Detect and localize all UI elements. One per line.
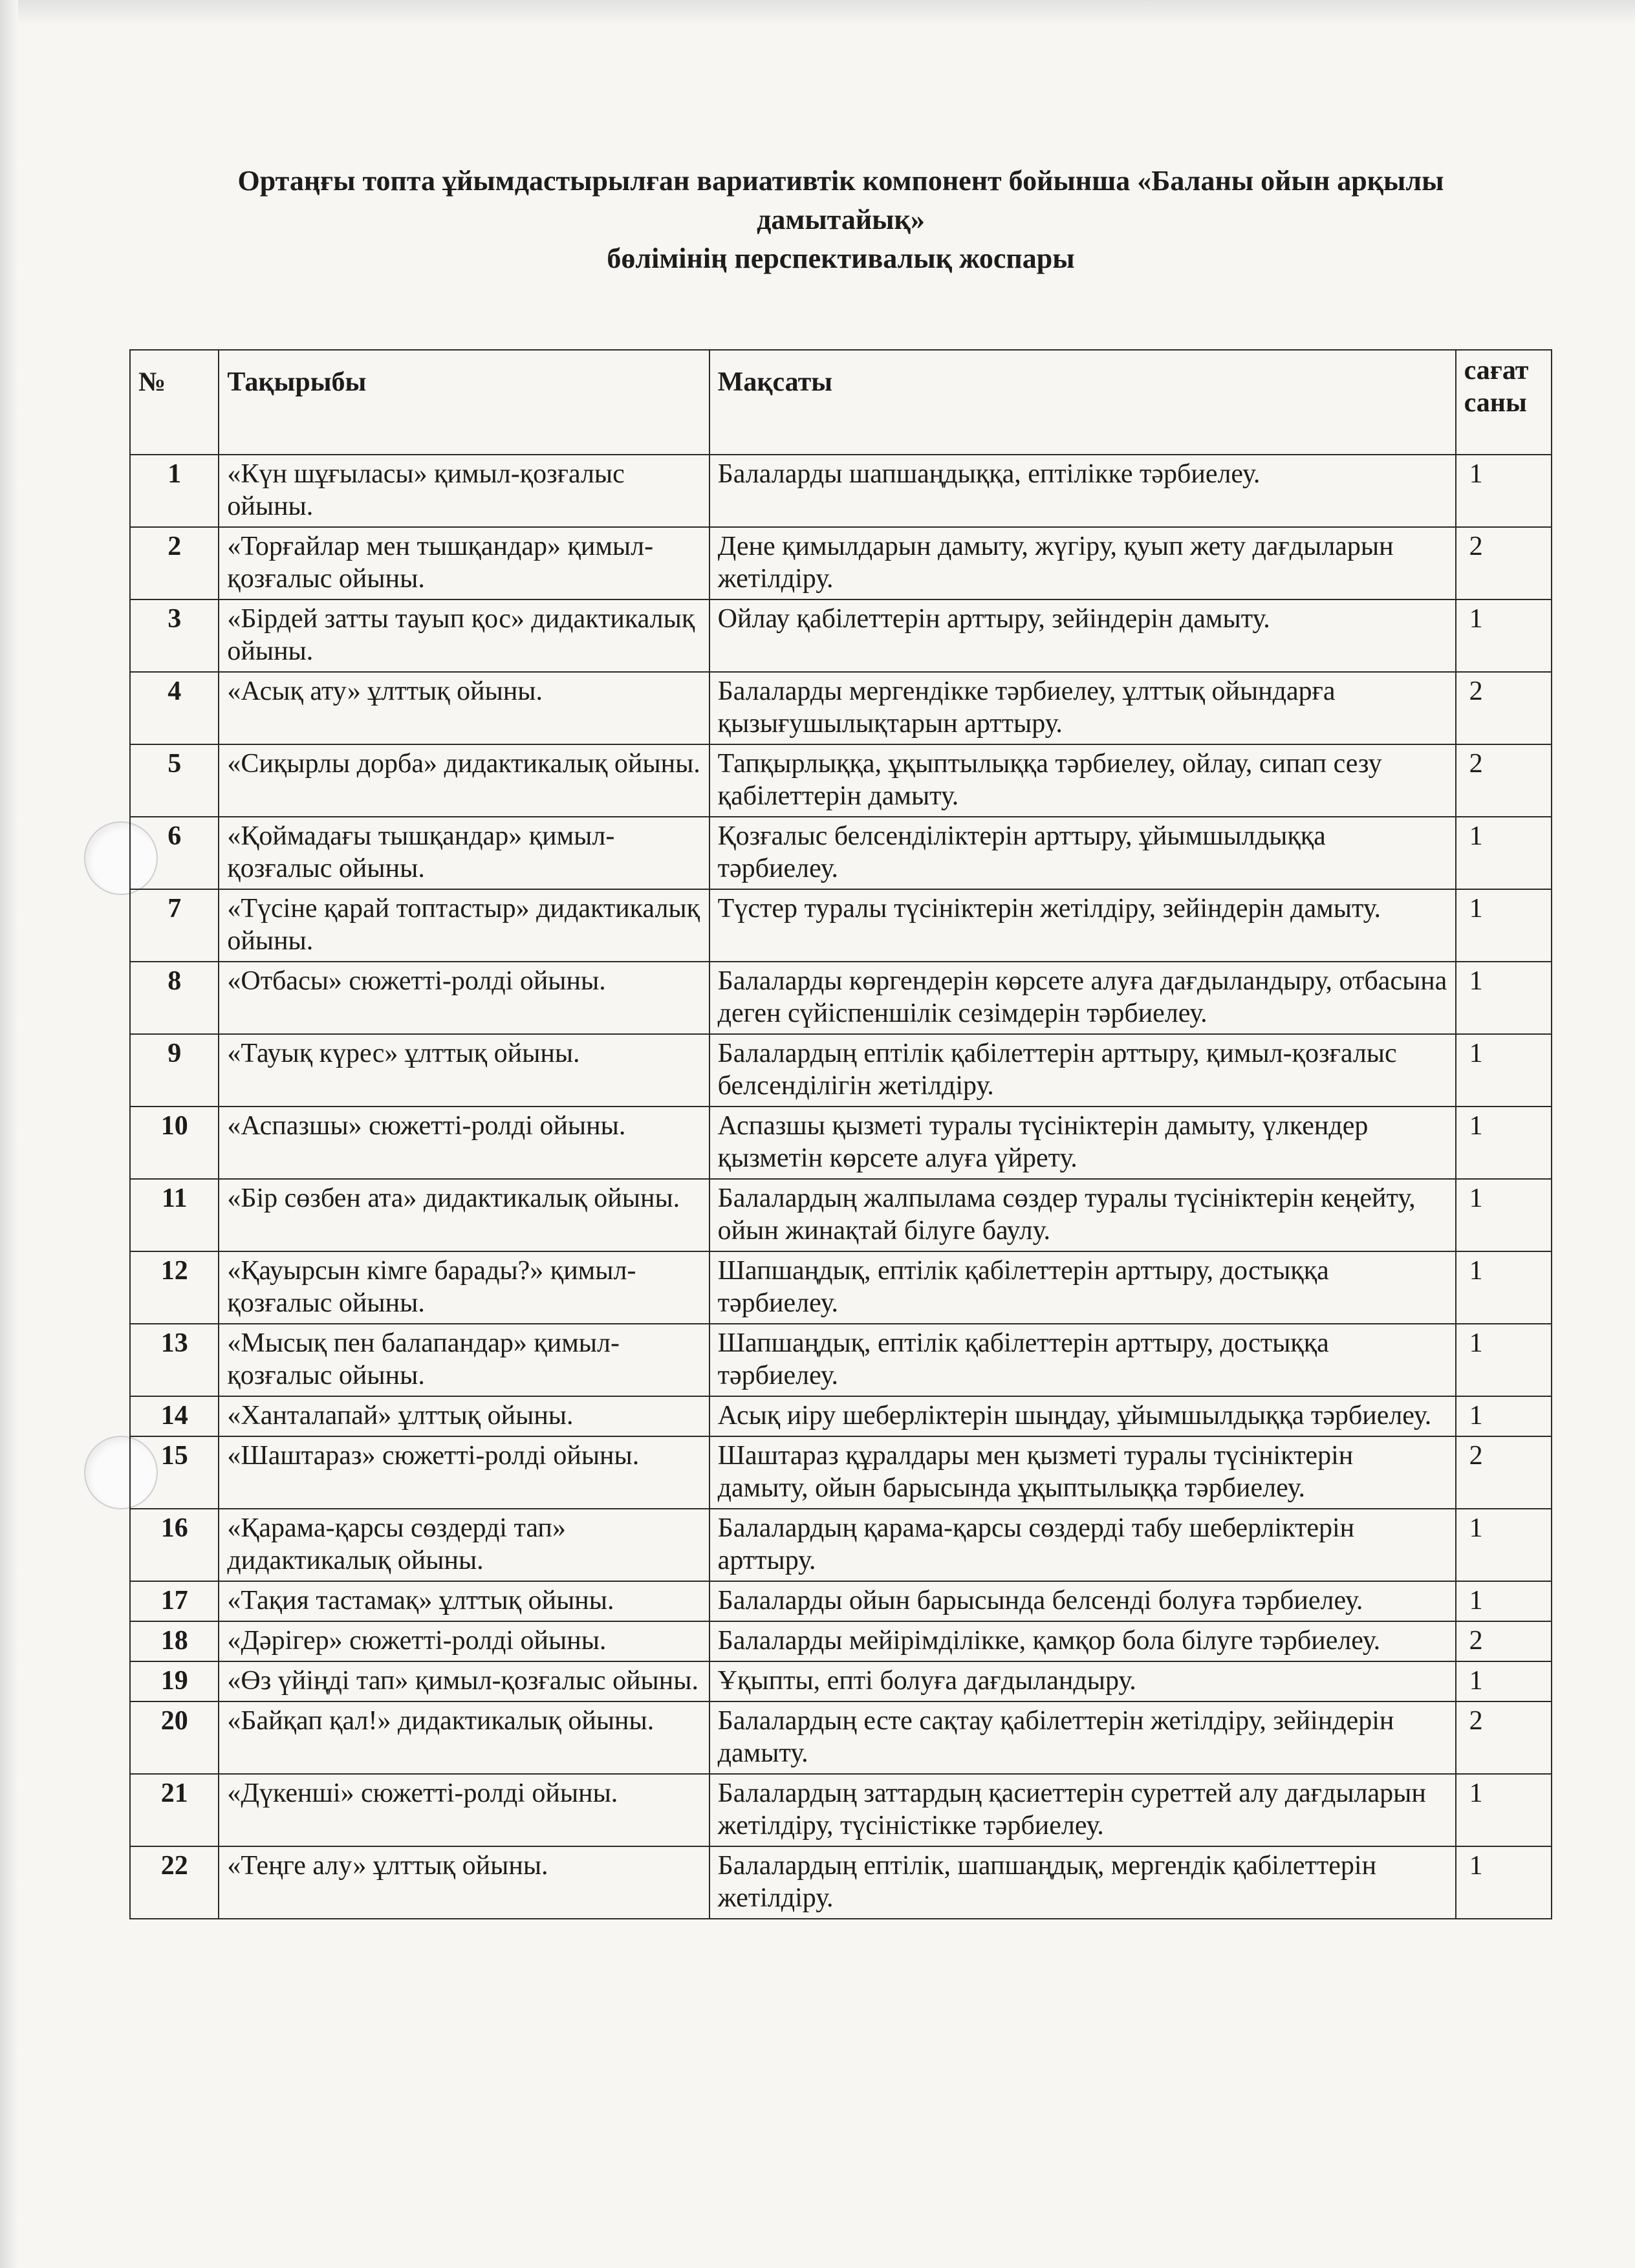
table-row <box>130 1846 1552 1919</box>
row-hours: 1 <box>1456 1509 1552 1581</box>
row-goal: Шапшаңдық, ептілік қабілеттерін арттыру, достыққа тәрбиелеу. <box>709 1324 1456 1396</box>
row-hours: 1 <box>1456 889 1552 962</box>
row-number: 7 <box>130 889 219 962</box>
row-hours: 1 <box>1456 455 1552 527</box>
row-number: 5 <box>130 744 219 817</box>
table-row <box>130 599 1552 672</box>
row-hours: 1 <box>1456 1107 1552 1179</box>
row-number: 8 <box>130 962 219 1034</box>
row-goal: Балалардың есте сақтау қабілеттерін жетілдіру, зейіндерін дамыту. <box>709 1701 1456 1774</box>
row-goal: Балаларды ойын барысында белсенді болуға тәрбиелеу. <box>709 1581 1456 1621</box>
row-number: 13 <box>130 1324 219 1396</box>
title-line-3: бөлімінің перспективалық жоспары <box>607 243 1075 274</box>
row-goal: Аспазшы қызметі туралы түсініктерін дамыту, үлкендер қызметін көрсете алуға үйрету. <box>709 1107 1456 1179</box>
perspective-plan-table <box>129 349 1552 1919</box>
scan-edge-left <box>0 0 18 2268</box>
row-hours: 2 <box>1456 1701 1552 1774</box>
row-number: 9 <box>130 1034 219 1107</box>
table-row <box>130 744 1552 817</box>
row-topic: «Байқап қал!» дидактикалық ойыны. <box>219 1701 709 1774</box>
row-hours: 2 <box>1456 1621 1552 1661</box>
table-body <box>130 455 1552 1919</box>
row-topic: «Аспазшы» сюжетті-ролді ойыны. <box>219 1107 709 1179</box>
row-number: 11 <box>130 1179 219 1251</box>
row-number: 21 <box>130 1774 219 1846</box>
title-line-1: Ортаңғы топта ұйымдастырылған вариативтік компонент бойынша «Баланы ойын арқылы <box>237 165 1444 197</box>
table-row <box>130 1581 1552 1621</box>
scan-edge-top <box>0 0 1635 26</box>
row-topic: «Бір сөзбен ата» дидактикалық ойыны. <box>219 1179 709 1251</box>
row-goal: Түстер туралы түсініктерін жетілдіру, зейіндерін дамыту. <box>709 889 1456 962</box>
row-goal: Балалардың қарама-қарсы сөздерді табу шеберліктерін арттыру. <box>709 1509 1456 1581</box>
row-goal: Балалардың ептілік қабілеттерін арттыру, қимыл-қозғалыс белсенділігін жетілдіру. <box>709 1034 1456 1107</box>
table-row <box>130 672 1552 744</box>
row-goal: Дене қимылдарын дамыту, жүгіру, қуып жету дағдыларын жетілдіру. <box>709 527 1456 599</box>
row-goal: Шапшаңдық, ептілік қабілеттерін арттыру, достыққа тәрбиелеу. <box>709 1251 1456 1324</box>
row-hours: 1 <box>1456 1396 1552 1436</box>
table-row <box>130 1324 1552 1396</box>
row-topic: «Теңге алу» ұлттық ойыны. <box>219 1846 709 1919</box>
row-topic: «Қоймадағы тышқандар» қимыл-қозғалыс ойыны. <box>219 817 709 889</box>
row-topic: «Өз үйіңді тап» қимыл-қозғалыс ойыны. <box>219 1661 709 1701</box>
row-hours: 2 <box>1456 527 1552 599</box>
row-hours: 1 <box>1456 1324 1552 1396</box>
table-row <box>130 1621 1552 1661</box>
row-hours: 1 <box>1456 817 1552 889</box>
row-number: 14 <box>130 1396 219 1436</box>
row-hours: 1 <box>1456 1034 1552 1107</box>
row-topic: «Бірдей затты тауып қос» дидактикалық ойыны. <box>219 599 709 672</box>
table-row <box>130 1396 1552 1436</box>
header-hours: сағат саны <box>1456 350 1552 455</box>
table-row <box>130 1034 1552 1107</box>
row-goal: Шаштараз құралдары мен қызметі туралы түсініктерін дамыту, ойын барысында ұқыптылыққа тәрбиелеу. <box>709 1436 1456 1509</box>
row-hours: 1 <box>1456 1251 1552 1324</box>
table-row <box>130 1251 1552 1324</box>
row-hours: 1 <box>1456 1661 1552 1701</box>
table-row <box>130 1179 1552 1251</box>
header-topic: Тақырыбы <box>219 350 709 455</box>
row-goal: Қозғалыс белсенділіктерін арттыру, ұйымшылдыққа тәрбиелеу. <box>709 817 1456 889</box>
row-number: 17 <box>130 1581 219 1621</box>
table-row <box>130 889 1552 962</box>
row-topic: «Қауырсын кімге барады?» қимыл-қозғалыс ойыны. <box>219 1251 709 1324</box>
row-hours: 1 <box>1456 1581 1552 1621</box>
row-topic: «Түсіне қарай топтастыр» дидактикалық ойыны. <box>219 889 709 962</box>
table-row <box>130 455 1552 527</box>
row-goal: Асық иіру шеберліктерін шыңдау, ұйымшылдыққа тәрбиелеу. <box>709 1396 1456 1436</box>
title-line-2: дамытайық» <box>757 204 925 235</box>
table-row <box>130 962 1552 1034</box>
row-topic: «Дүкенші» сюжетті-ролді ойыны. <box>219 1774 709 1846</box>
table-row <box>130 1701 1552 1774</box>
table-row <box>130 1661 1552 1701</box>
row-goal: Балаларды шапшаңдыққа, ептілікке тәрбиелеу. <box>709 455 1456 527</box>
row-goal: Балалардың заттардың қасиеттерін суреттей алу дағдыларын жетілдіру, түсіністікке тәрбиелеу. <box>709 1774 1456 1846</box>
row-topic: «Күн шұғыласы» қимыл-қозғалыс ойыны. <box>219 455 709 527</box>
row-number: 22 <box>130 1846 219 1919</box>
row-hours: 1 <box>1456 962 1552 1034</box>
row-topic: «Шаштараз» сюжетті-ролді ойыны. <box>219 1436 709 1509</box>
header-number: № <box>130 350 219 455</box>
row-topic: «Ханталапай» ұлттық ойыны. <box>219 1396 709 1436</box>
table-row <box>130 817 1552 889</box>
table-row <box>130 527 1552 599</box>
row-topic: «Тақия тастамақ» ұлттық ойыны. <box>219 1581 709 1621</box>
table-header-row <box>130 350 1552 455</box>
table-row <box>130 1774 1552 1846</box>
row-hours: 2 <box>1456 744 1552 817</box>
row-number: 10 <box>130 1107 219 1179</box>
table-row <box>130 1509 1552 1581</box>
row-hours: 2 <box>1456 1436 1552 1509</box>
document-title <box>129 162 1552 278</box>
row-topic: «Мысық пен балапандар» қимыл-қозғалыс ойыны. <box>219 1324 709 1396</box>
row-goal: Балалардың ептілік, шапшаңдық, мергендік қабілеттерін жетілдіру. <box>709 1846 1456 1919</box>
row-number: 16 <box>130 1509 219 1581</box>
row-number: 4 <box>130 672 219 744</box>
row-topic: «Отбасы» сюжетті-ролді ойыны. <box>219 962 709 1034</box>
row-topic: «Асық ату» ұлттық ойыны. <box>219 672 709 744</box>
row-number: 19 <box>130 1661 219 1701</box>
row-number: 18 <box>130 1621 219 1661</box>
row-topic: «Қарама-қарсы сөздерді тап» дидактикалық ойыны. <box>219 1509 709 1581</box>
row-number: 12 <box>130 1251 219 1324</box>
row-goal: Балаларды мейірімділікке, қамқор бола білуге тәрбиелеу. <box>709 1621 1456 1661</box>
row-topic: «Дәрігер» сюжетті-ролді ойыны. <box>219 1621 709 1661</box>
row-number: 20 <box>130 1701 219 1774</box>
row-hours: 1 <box>1456 599 1552 672</box>
row-hours: 1 <box>1456 1179 1552 1251</box>
row-number: 3 <box>130 599 219 672</box>
row-hours: 1 <box>1456 1774 1552 1846</box>
row-hours: 1 <box>1456 1846 1552 1919</box>
row-topic: «Торғайлар мен тышқандар» қимыл-қозғалыс ойыны. <box>219 527 709 599</box>
row-number: 1 <box>130 455 219 527</box>
row-number: 2 <box>130 527 219 599</box>
table-row <box>130 1436 1552 1509</box>
row-hours: 2 <box>1456 672 1552 744</box>
row-goal: Балаларды көргендерін көрсете алуға дағдыландыру, отбасына деген сүйіспеншілік сезімдерін тәрбиелеу. <box>709 962 1456 1034</box>
row-topic: «Сиқырлы дорба» дидактикалық ойыны. <box>219 744 709 817</box>
row-goal: Балаларды мергендікке тәрбиелеу, ұлттық ойындарға қызығушылықтарын арттыру. <box>709 672 1456 744</box>
row-topic: «Тауық күрес» ұлттық ойыны. <box>219 1034 709 1107</box>
row-number: 6 <box>130 817 219 889</box>
table-row <box>130 1107 1552 1179</box>
row-goal: Ұқыпты, епті болуға дағдыландыру. <box>709 1661 1456 1701</box>
row-goal: Ойлау қабілеттерін арттыру, зейіндерін дамыту. <box>709 599 1456 672</box>
row-goal: Балалардың жалпылама сөздер туралы түсініктерін кеңейту, ойын жинақтай білуге баулу. <box>709 1179 1456 1251</box>
row-number: 15 <box>130 1436 219 1509</box>
row-goal: Тапқырлыққа, ұқыптылыққа тәрбиелеу, ойлау, сипап сезу қабілеттерін дамыту. <box>709 744 1456 817</box>
header-goal: Мақсаты <box>709 350 1456 455</box>
